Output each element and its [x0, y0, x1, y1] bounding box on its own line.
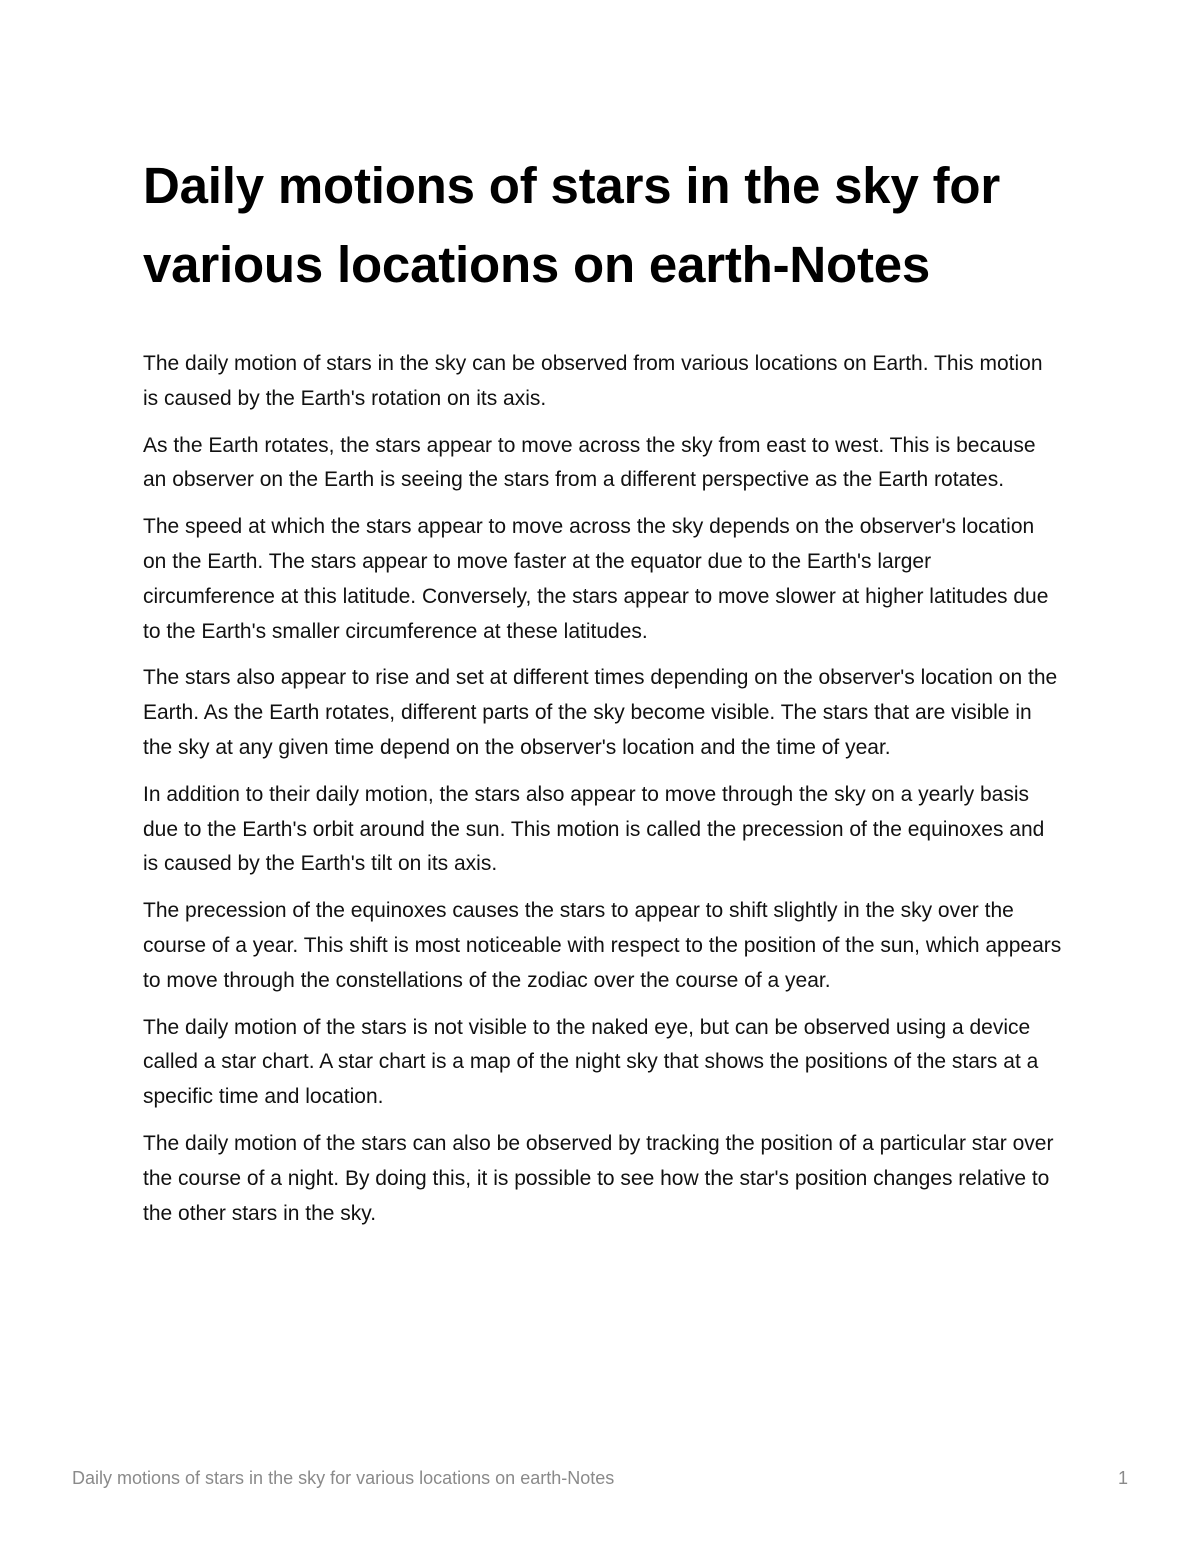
paragraph: The stars also appear to rise and set at different times depending on the observer's location on the Earth. As the Earth rotates, different parts of the sky become visible. The stars that are visible in the sky at any given time depend on the observer's location and the time of year. [143, 666, 1058, 759]
paragraph: As the Earth rotates, the stars appear to move across the sky from east to west. This is because an observer on the Earth is seeing the stars from a different perspective as the Earth rotates. [143, 433, 1036, 492]
paragraph: In addition to their daily motion, the stars also appear to move through the sky on a yearly basis due to the Earth's orbit around the sun. This motion is called the precession of the equinoxes and is caused by the Earth's tilt on its axis. [143, 782, 1045, 876]
page-content [143, 146, 1063, 1243]
paragraph: The precession of the equinoxes causes the stars to appear to shift slightly in the sky over the course of a year. This shift is most noticeable with respect to the position of the sun, which appears to move through the constellations of the zodiac over the course of a year. [143, 899, 1062, 992]
page-footer [72, 1466, 1128, 1490]
page-number: 1 [1117, 1468, 1128, 1488]
paragraph: The speed at which the stars appear to move across the sky depends on the observer's location on the Earth. The stars appear to move faster at the equator due to the Earth's larger circumference at this latitude. Conversely, the stars appear to move slower at higher latitudes due to the Earth's smaller circumference at these latitudes. [143, 515, 1049, 643]
paragraph: The daily motion of the stars is not visible to the naked eye, but can be observed using a device called a star chart. A star chart is a map of the night sky that shows the positions of the stars at a specific time and location. [143, 1015, 1039, 1109]
document-title: Daily motions of stars in the sky for various locations on earth-Notes [143, 157, 1000, 293]
footer-title: Daily motions of stars in the sky for various locations on earth-Notes [72, 1468, 615, 1488]
paragraph: The daily motion of stars in the sky can be observed from various locations on Earth. This motion is caused by the Earth's rotation on its axis. [143, 352, 1043, 410]
paragraph: The daily motion of the stars can also be observed by tracking the position of a particular star over the course of a night. By doing this, it is possible to see how the star's position changes relative to the other stars in the sky. [143, 1131, 1054, 1225]
document-body [143, 347, 1063, 1231]
